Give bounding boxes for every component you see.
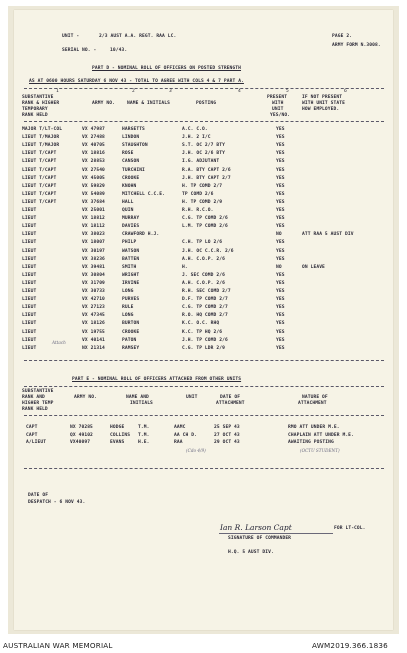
row-present: YES — [276, 199, 285, 205]
row-army-no: VX 39481 — [82, 264, 105, 270]
row-army-no: VX 30197 — [82, 248, 105, 254]
row-initials: T.M. — [138, 432, 150, 438]
row-initials: H.E. — [138, 440, 150, 445]
e-hdr-date-1: DATE OF — [220, 395, 241, 400]
row-rank: LIEUT — [22, 321, 37, 327]
row-name: BATTEN — [122, 256, 140, 262]
row-rank: LIEUT — [22, 313, 37, 319]
row-posting: A.C. C.O. — [182, 127, 208, 132]
part-e-title: PART E - NOMINAL ROLL OF OFFICERS ATTACHED FROM OTHER UNITS — [72, 377, 242, 382]
archive-footer — [0, 638, 407, 653]
row-rank: LIEUT T/MAJOR — [22, 143, 60, 149]
row-posting: K.C. TP HQ 2/6 — [182, 329, 223, 335]
row-posting: C.G. TP COMD 2/7 — [182, 305, 228, 311]
row-name: TURCHINI — [122, 167, 145, 173]
division-label: H.Q. 5 AUST DIV. — [228, 550, 274, 555]
row-army-no: VX 45005 — [82, 175, 105, 181]
row-posting: I.G. ADJUTANT — [182, 159, 220, 165]
row-present: YES — [276, 248, 285, 254]
row-rank: LIEUT — [22, 345, 37, 351]
hdr-posting: POSTING — [196, 101, 217, 106]
row-present: NO — [276, 232, 282, 238]
col-num-3: 3 — [169, 89, 172, 94]
row-rank: LIEUT T/CAPT — [22, 191, 57, 197]
part-d-bottom-rule — [24, 360, 384, 361]
row-present: YES — [276, 143, 285, 149]
row-present: YES — [276, 224, 285, 230]
part-d-title: PART D - NOMINAL ROLL OF OFFICERS ON POSTED STRENGTH — [92, 66, 242, 71]
row-army-no: VX 25001 — [82, 208, 105, 213]
row-present: YES — [276, 272, 285, 278]
e-hdr-army-no: ARMY NO. — [74, 395, 97, 400]
row-posting: L.M. TP COMD 2/6 — [182, 224, 228, 230]
row-posting: C.H. TP LO 2/6 — [182, 240, 223, 246]
row-army-no: VX 40141 — [82, 337, 105, 343]
row-army-no: VX 28853 — [82, 159, 105, 165]
part-e-bottom-rule — [24, 468, 384, 469]
row-name: WATSON — [122, 248, 140, 254]
row-army-no: NX 21314 — [82, 345, 105, 351]
row-name: IRVINE — [122, 280, 140, 286]
row-posting: J.H. BTY CAPT 2/7 — [182, 175, 231, 181]
document-backing — [8, 6, 399, 634]
row-posting: J.H. TP COMD 2/6 — [182, 337, 228, 343]
hdr-notpresent-1: IF NOT PRESENT — [302, 95, 343, 100]
row-rank: LIEUT T/CAPT — [22, 183, 57, 189]
row-name: LONG — [122, 289, 134, 294]
row-army-no: VX 42710 — [82, 297, 105, 303]
row-present: YES — [276, 313, 285, 319]
row-present: YES — [276, 240, 285, 246]
row-army-no: VX 19755 — [82, 329, 105, 335]
row-name: CROOKE — [122, 329, 140, 335]
row-present: NO — [276, 264, 282, 270]
row-date: 29 OCT 43 — [214, 440, 240, 445]
row-rank: LIEUT — [22, 232, 37, 238]
row-present: YES — [276, 167, 285, 173]
row-rank: A/LIEUT — [26, 440, 47, 445]
col-num-2: 2 — [132, 89, 135, 94]
row-name: SMITH — [122, 264, 137, 270]
row-present: YES — [276, 191, 285, 197]
row-army-no: VX 27488 — [82, 135, 105, 141]
hdr-present-4: YES/NO. — [270, 113, 291, 118]
row-army-no: VX 37684 — [82, 199, 105, 205]
row-name: ROSE — [122, 151, 134, 157]
col-num-5: 5 — [286, 89, 289, 94]
hdr-rank-1: SUBSTANTIVE — [22, 95, 54, 100]
row-army-no: VX 38236 — [82, 256, 105, 262]
row-present: YES — [276, 305, 285, 311]
row-date: 27 OCT 43 — [214, 432, 240, 438]
hdr-notpresent-3: HOW EMPLOYED. — [302, 107, 340, 112]
row-posting: A.H. C.O.P. 2/6 — [182, 280, 225, 286]
row-nature: AWAITING POSTING — [288, 440, 334, 445]
serial-label: SERIAL NO. - — [62, 48, 97, 53]
hdr-name: NAME & INITIALS — [127, 101, 170, 106]
row-posting: J.H. OC C.C.R. 2/6 — [182, 248, 234, 254]
row-rank: LIEUT — [22, 264, 37, 270]
e-hdr-rank-3: HIGHER TEMP — [22, 401, 54, 406]
row-name: KNOHN — [122, 183, 137, 189]
row-not-present-note: ATT RAA 5 AUST DIV — [302, 232, 354, 238]
row-present: YES — [276, 256, 285, 262]
e-hdr-name-1: NAME AND — [126, 395, 149, 400]
row-present: YES — [276, 321, 285, 327]
hdr-present-1: PRESENT — [267, 95, 288, 100]
row-rank: MAJOR T/LT-COL — [22, 127, 63, 132]
pen-note-cdo: (Cdo 4/9) — [186, 448, 206, 453]
row-name: HODGE — [110, 425, 125, 430]
row-posting: H. — [182, 264, 188, 270]
row-army-no: VX 18112 — [82, 224, 105, 230]
row-army-no: VX 18816 — [82, 151, 105, 157]
row-present: YES — [276, 345, 285, 351]
date-of-label: DATE OF — [28, 493, 49, 498]
row-name: CROOKE — [122, 175, 140, 181]
row-nature: CHAPLAIN ATT UNDER M.E. — [288, 432, 354, 438]
row-army-no: VX 54089 — [82, 191, 105, 197]
hdr-rank-4: RANK HELD — [22, 113, 48, 118]
archive-name: AUSTRALIAN WAR MEMORIAL — [3, 641, 113, 650]
row-posting: A.H. C.O.P. 2/6 — [182, 256, 225, 262]
row-name: CANSON — [122, 159, 140, 165]
e-hdr-nature-1: NATURE OF — [302, 395, 328, 400]
row-posting: R.A. BTY CAPT 2/6 — [182, 167, 231, 173]
row-posting: H. TP COMD 2/7 — [182, 183, 223, 189]
row-army-no: VX 18126 — [82, 321, 105, 327]
signature-line — [219, 533, 333, 534]
row-army-no: VX 18007 — [82, 240, 105, 246]
row-army-no: VX 38023 — [82, 232, 105, 238]
row-rank: LIEUT T/MAJOR — [22, 135, 60, 141]
row-present: YES — [276, 208, 285, 213]
row-name: RAMSEY — [122, 345, 140, 351]
col-num-6: 6 — [344, 89, 347, 94]
hdr-present-2: WITH — [272, 101, 284, 106]
unit-label: UNIT - — [62, 34, 80, 39]
row-present: YES — [276, 175, 285, 181]
row-army-no: VX 59829 — [82, 183, 105, 189]
row-present: YES — [276, 280, 285, 286]
row-nature: RMO ATT UNDER M.E. — [288, 425, 340, 430]
e-hdr-rank-4: RANK HELD — [22, 407, 48, 412]
part-e-top-rule — [24, 386, 384, 387]
row-army-no: QX 49102 — [70, 432, 93, 438]
row-rank: CAPT — [26, 432, 38, 438]
row-posting: C.G. TP LDR 2/9 — [182, 345, 225, 351]
row-posting: C.G. TP COMD 2/6 — [182, 216, 228, 222]
row-rank: LIEUT T/CAPT — [22, 167, 57, 173]
col-num-4: 4 — [238, 89, 241, 94]
row-army-no: VX 40705 — [82, 143, 105, 149]
for-lt-col: FOR LT-COL. — [334, 526, 366, 531]
page-number: PAGE 2. — [332, 34, 353, 39]
row-army-no: VX 31709 — [82, 280, 105, 286]
e-hdr-rank-2: RANK AND — [22, 395, 45, 400]
despatch-date: DESPATCH - 6 NOV 43. — [28, 500, 86, 505]
row-name: HARGETTS — [122, 127, 145, 132]
row-name: DAVIES — [122, 224, 140, 230]
row-rank: LIEUT — [22, 337, 37, 343]
row-unit: AA CH D. — [174, 432, 197, 438]
row-name: EVANS — [110, 440, 125, 445]
hdr-present-3: UNIT — [272, 107, 284, 112]
row-present: YES — [276, 297, 285, 303]
row-name: STAUGHTON — [122, 143, 148, 149]
signature-label: SIGNATURE OF COMMANDER — [228, 536, 292, 541]
row-name: MURRAY — [122, 216, 140, 222]
row-name: WRIGHT — [122, 272, 140, 278]
row-present: YES — [276, 151, 285, 157]
row-present: YES — [276, 183, 285, 189]
row-posting: K.C. O.C. RHQ — [182, 321, 220, 327]
row-name: CRAWFORD H.J. — [122, 232, 160, 238]
part-d-as-at: AS AT 0600 HOURS SATURDAY 6 NOV 43 - TOTAL TO AGREE WITH COLS 4 & 7 PART A. — [29, 79, 244, 84]
pen-note-octu: (OCTU STUDENT) — [300, 448, 340, 453]
document-page — [14, 10, 393, 630]
row-army-no: VX 47987 — [82, 127, 105, 132]
e-hdr-date-2: ATTACHMENT — [216, 401, 245, 406]
row-name: HALL — [122, 199, 134, 205]
row-rank: LIEUT T/CAPT — [22, 151, 57, 157]
part-d-header-rule — [24, 121, 384, 122]
row-not-present-note: ON LEAVE — [302, 264, 325, 270]
commander-signature: Ian R. Larson Capt — [220, 523, 292, 532]
army-form: ARMY FORM N.3008. — [332, 43, 381, 48]
row-present: YES — [276, 289, 285, 294]
row-posting: TP COMD 2/6 — [182, 191, 214, 197]
row-army-no: NX 70285 — [70, 425, 93, 430]
archive-reference: AWM2019.366.1836 — [312, 641, 388, 650]
row-name: BURTON — [122, 321, 140, 327]
hdr-rank-2: RANK & HIGHER — [22, 101, 60, 106]
row-rank: LIEUT — [22, 272, 37, 278]
row-army-no: VX 30733 — [82, 289, 105, 294]
row-posting: H. TP COMD 2/9 — [182, 199, 223, 205]
margin-note: Attach — [52, 340, 66, 345]
row-posting: S.T. OC 2/7 BTY — [182, 143, 225, 149]
row-rank: LIEUT T/CAPT — [22, 175, 57, 181]
row-name: LONG — [122, 313, 134, 319]
row-army-no: VX 18812 — [82, 216, 105, 222]
row-present: YES — [276, 127, 285, 132]
row-present: YES — [276, 135, 285, 141]
row-present: YES — [276, 337, 285, 343]
row-present: YES — [276, 159, 285, 165]
row-rank: LIEUT — [22, 305, 37, 311]
row-unit: RAA — [174, 440, 183, 445]
e-hdr-name-2: INITIALS — [130, 401, 153, 406]
row-posting: J.H. 2 I/C — [182, 135, 211, 141]
row-unit: AAMC — [174, 425, 186, 430]
e-hdr-unit: UNIT — [186, 395, 198, 400]
row-rank: LIEUT T/CAPT — [22, 199, 57, 205]
row-rank: LIEUT — [22, 297, 37, 303]
part-d-top-rule — [24, 88, 384, 89]
unit-value: 2/3 AUST A.A. REGT. RAA LC. — [99, 34, 177, 39]
row-posting: R.H. R.C.O. — [182, 208, 214, 213]
row-posting: J.H. OC 2/6 BTY — [182, 151, 225, 157]
row-rank: LIEUT — [22, 329, 37, 335]
col-num-1: 1 — [56, 89, 59, 94]
e-hdr-nature-2: ATTACHMENT — [298, 401, 327, 406]
row-posting: R.H. SEC COMD 2/7 — [182, 289, 231, 294]
hdr-rank-3: TEMPORARY — [22, 107, 48, 112]
row-initials: T.M. — [138, 425, 150, 430]
row-rank: LIEUT — [22, 216, 37, 222]
row-army-no: VX 47345 — [82, 313, 105, 319]
row-present: YES — [276, 216, 285, 222]
row-present: YES — [276, 329, 285, 335]
row-name: PURVES — [122, 297, 140, 303]
row-name: QUIN — [122, 208, 134, 213]
row-army-no: VX 27540 — [82, 167, 105, 173]
row-date: 25 SEP 43 — [214, 425, 240, 430]
row-name: LINDON — [122, 135, 140, 141]
row-rank: LIEUT — [22, 256, 37, 262]
row-rank: CAPT — [26, 425, 38, 430]
row-posting: J. SEC COMD 2/6 — [182, 272, 225, 278]
row-name: RULE — [122, 305, 134, 311]
part-e-header-rule — [24, 415, 384, 416]
row-rank: LIEUT — [22, 289, 37, 294]
row-army-no: VX 30804 — [82, 272, 105, 278]
row-army-no: VX 27123 — [82, 305, 105, 311]
row-rank: LIEUT — [22, 224, 37, 230]
row-rank: LIEUT — [22, 248, 37, 254]
row-name: COLLINS — [110, 432, 131, 438]
row-name: MITCHELL C.C.E. — [122, 191, 165, 197]
row-name: PHILP — [122, 240, 137, 246]
row-name: PATON — [122, 337, 137, 343]
hdr-army-no: ARMY NO. — [92, 101, 115, 106]
row-posting: D.F. TP COMD 2/7 — [182, 297, 228, 303]
hdr-notpresent-2: WITH UNIT STATE — [302, 101, 345, 106]
serial-value: 10/43. — [110, 48, 128, 53]
row-rank: LIEUT T/CAPT — [22, 159, 57, 165]
row-army-no: VX40097 — [70, 440, 91, 445]
row-rank: LIEUT — [22, 280, 37, 286]
row-rank: LIEUT — [22, 208, 37, 213]
e-hdr-rank-1: SUBSTANTIVE — [22, 389, 54, 394]
row-rank: LIEUT — [22, 240, 37, 246]
row-posting: R.O. HQ COMD 2/7 — [182, 313, 228, 319]
